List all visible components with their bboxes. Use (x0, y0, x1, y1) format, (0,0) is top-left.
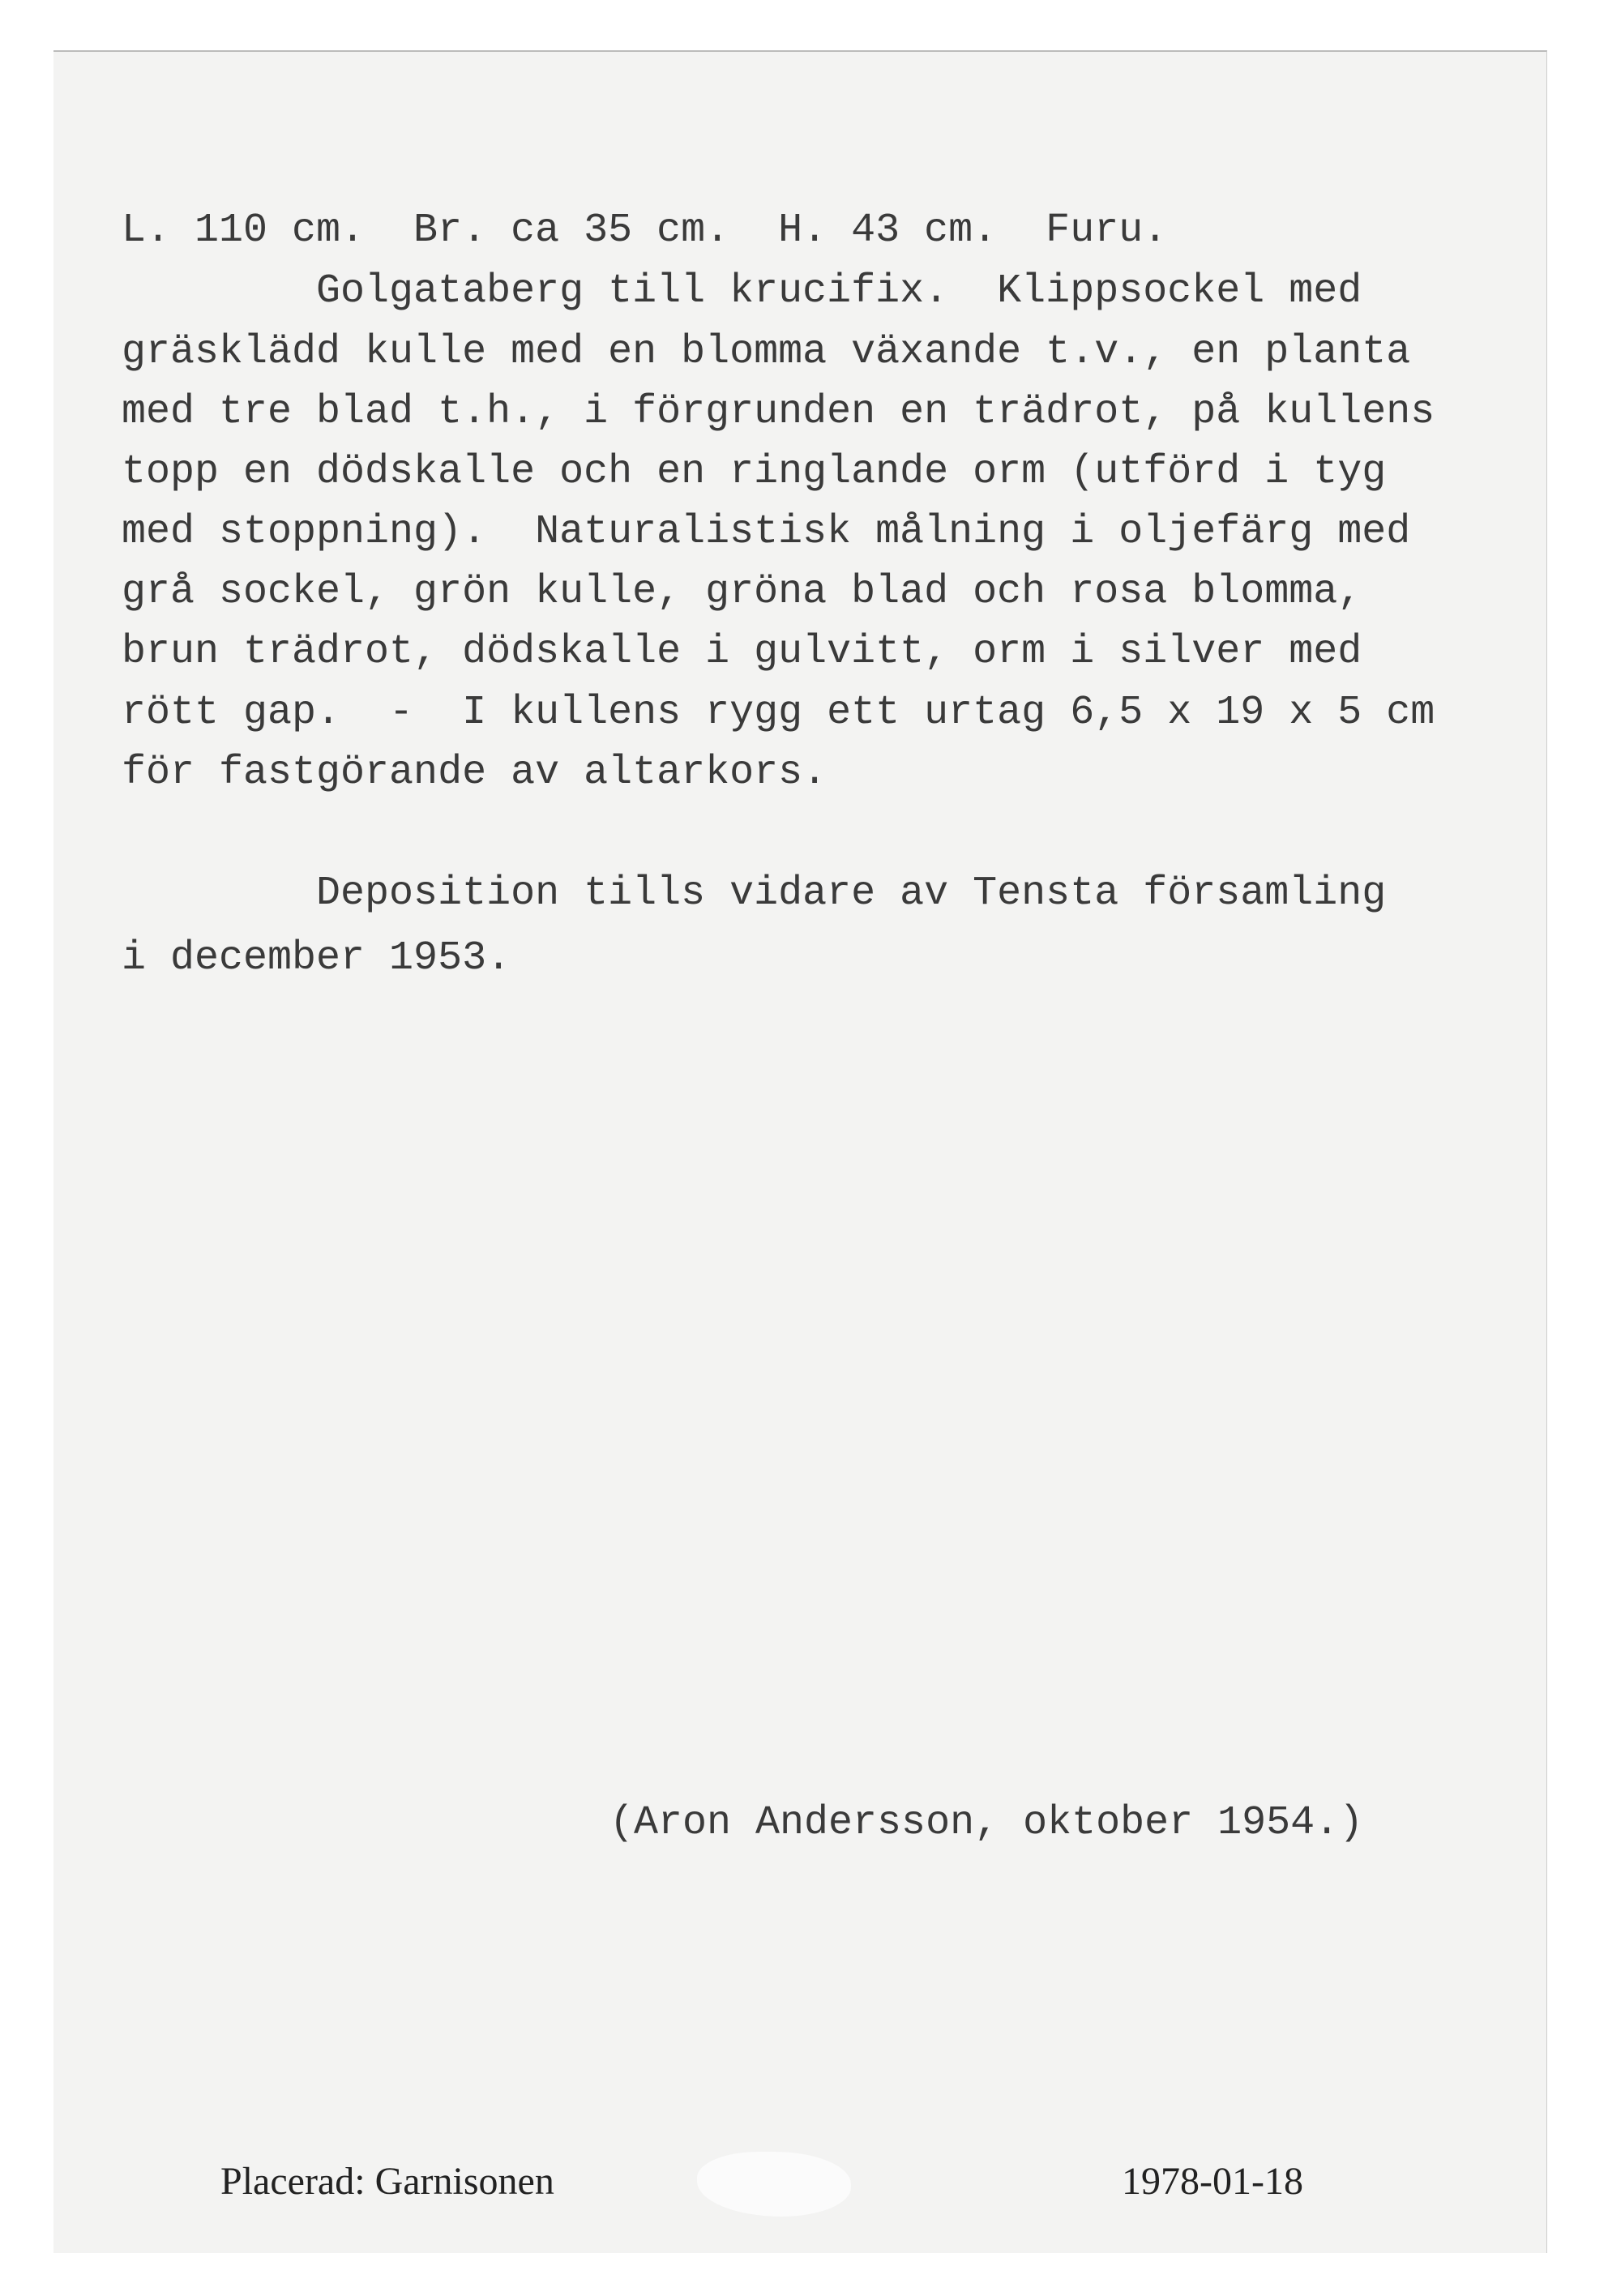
text-line: i december 1953. (122, 935, 511, 981)
text-line: med stoppning). Naturalistisk målning i oljefärg med (122, 509, 1411, 555)
catalog-card (53, 50, 1547, 2253)
placement-label: Placerad: Garnisonen (220, 2160, 554, 2203)
text-line: för fastgörande av altarkors. (122, 750, 828, 796)
text-line: topp en dödskalle och en ringlande orm (utförd i tyg (122, 449, 1387, 495)
text-line: Golgataberg till krucifix. Klippsockel med (122, 268, 1362, 314)
text-line: grå sockel, grön kulle, gröna blad och rosa blomma, (122, 569, 1362, 615)
text-line: L. 110 cm. Br. ca 35 cm. H. 43 cm. Furu. (122, 207, 1168, 254)
text-line: gräsklädd kulle med en blomma växande t.v., en planta (122, 329, 1411, 375)
signature: (Aron Andersson, oktober 1954.) (609, 1800, 1364, 1846)
text-line: med tre blad t.h., i förgrunden en trädrot, på kullens (122, 389, 1435, 435)
text-line: rött gap. - I kullens rygg ett urtag 6,5 x 19 x 5 cm (122, 690, 1435, 736)
text-line: Deposition tills vidare av Tensta församling (122, 870, 1387, 917)
date-stamp: 1978-01-18 (1122, 2160, 1303, 2203)
text-line: brun trädrot, dödskalle i gulvitt, orm i silver med (122, 629, 1362, 675)
